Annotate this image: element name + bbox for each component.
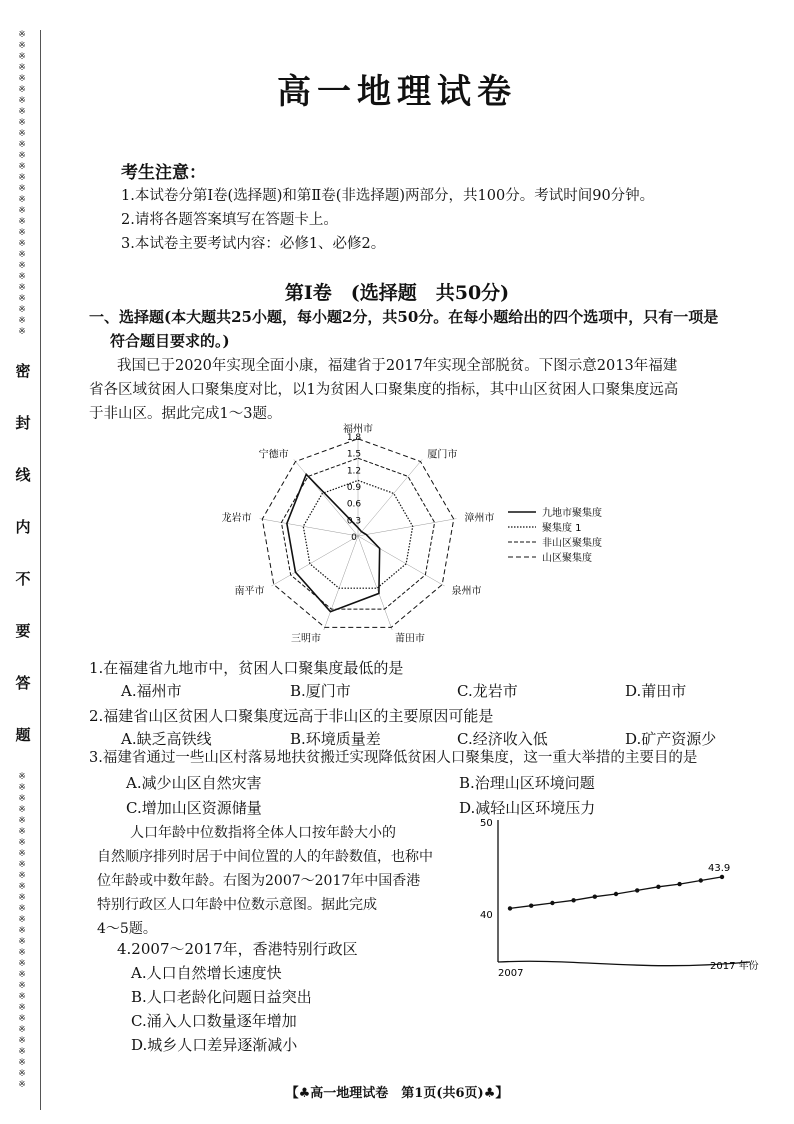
radar-spoke (324, 536, 358, 630)
option-c: C.增加山区资源储量 (126, 799, 262, 817)
y-tick-label: 40 (480, 910, 493, 921)
notice-item: 1.本试卷分第Ⅰ卷(选择题)和第Ⅱ卷(非选择题)两部分，共100分。考试时间90分钟。 (121, 188, 655, 204)
margin-char: 封 (15, 414, 31, 432)
intro-paragraph: 自然顺序排列时居于中间位置的人的年龄数值，也称中 (97, 849, 433, 865)
margin-char: 答 (15, 674, 31, 692)
intro-paragraph: 特别行政区人口年龄中位数示意图。据此完成 (97, 897, 377, 913)
radar-tick-label: 1.2 (346, 466, 362, 477)
notice-heading: 考生注意： (121, 163, 206, 183)
line-series (508, 875, 724, 911)
radar-chart (210, 420, 650, 652)
data-label: 43.9 (708, 862, 731, 874)
data-point (635, 888, 639, 892)
option-d: D.莆田市 (625, 682, 687, 700)
page-title: 高一地理试卷 (277, 72, 517, 112)
radar-axis-label: 龙岩市 (221, 513, 252, 525)
data-point (656, 885, 660, 889)
section-heading: 第Ⅰ卷 (选择题 共50分) (284, 282, 510, 304)
question-3: 3.福建省通过一些山区村落易地扶贫搬迁实现降低贫困人口聚集度，这一重大举措的主要目的是 (89, 750, 698, 766)
radar-spoke (271, 536, 358, 586)
margin-rule (40, 30, 41, 1110)
data-point (699, 878, 703, 882)
x-tick-label: 2017 年份 (710, 961, 759, 972)
radar-spoke (358, 519, 456, 536)
x-tick-label: 2007 (498, 968, 524, 979)
radar-tick-label: 0.9 (346, 483, 362, 493)
option-b: B.厦门市 (290, 682, 351, 700)
intro-paragraph: 我国已于2020年实现全面小康，福建省于2017年实现全部脱贫。下图示意2013年福建 (117, 358, 678, 374)
radar-tick-label: 0 (351, 533, 357, 543)
radar-tick-label: 1.5 (346, 449, 362, 460)
radar-tick-label: 1.8 (346, 433, 362, 443)
option-b: B.人口老龄化问题日益突出 (131, 988, 312, 1006)
option-d: D.城乡人口差异逐渐减小 (131, 1036, 298, 1054)
legend-label: 九地市聚集度 (542, 508, 602, 519)
radar-spoke (358, 536, 445, 586)
option-a: A.福州市 (121, 682, 182, 700)
intro-paragraph: 4～5题。 (97, 921, 157, 937)
radar-axis-label: 漳州市 (464, 513, 495, 525)
data-point (571, 898, 575, 902)
data-point (677, 882, 681, 886)
radar-axis-label: 南平市 (234, 586, 265, 597)
radar-spoke (260, 519, 358, 536)
radar-axis-label: 泉州市 (451, 586, 482, 597)
margin-char: 密 (15, 362, 31, 380)
question-2: 2.福建省山区贫困人口聚集度远高于非山区的主要原因可能是 (89, 707, 494, 725)
radar-legend (508, 506, 602, 564)
radar-spoke (358, 536, 392, 630)
margin-char: 不 (15, 570, 31, 588)
notice-item: 2.请将各题答案填写在答题卡上。 (121, 212, 338, 228)
option-c: C.经济收入低 (457, 730, 548, 748)
section-instruction: 符合题目要求的。) (110, 332, 230, 350)
option-a: A.人口自然增长速度快 (131, 964, 282, 982)
section-instruction: 一、选择题(本大题共25小题，每小题2分，共50分。在每小题给出的四个选项中，只有一项是 (89, 308, 719, 326)
data-point (720, 875, 724, 879)
radar-tick-labels (347, 433, 362, 543)
radar-axis-label: 宁德市 (258, 449, 289, 461)
radar-axis-label: 三明市 (291, 633, 322, 645)
legend-label: 非山区聚集度 (542, 538, 602, 549)
radar-axis-label: 福州市 (343, 424, 373, 435)
intro-paragraph: 于非山区。据此完成1～3题。 (89, 406, 282, 422)
option-b: B.环境质量差 (290, 730, 381, 748)
radar-axis-label: 莆田市 (394, 633, 425, 645)
legend-label: 聚集度 1 (542, 523, 582, 534)
option-b: B.治理山区环境问题 (459, 774, 595, 792)
data-point (508, 906, 512, 910)
margin-char: 线 (15, 466, 31, 484)
question-4: 4.2007～2017年，香港特别行政区 (117, 940, 358, 958)
intro-paragraph: 省各区域贫困人口聚集度对比，以1为贫困人口聚集度的指标，其中山区贫困人口聚集度远高 (89, 382, 679, 398)
binding-margin (0, 0, 44, 1124)
y-tick-label: 50 (480, 818, 493, 829)
data-point (614, 892, 618, 896)
option-a: A.缺乏高铁线 (121, 730, 212, 748)
notice-item: 3.本试卷主要考试内容：必修1、必修2。 (121, 236, 386, 252)
page-footer: 【♣高一地理试卷 第1页(共6页)♣】 (285, 1086, 509, 1101)
radar-axis-label: 厦门市 (427, 449, 458, 461)
margin-char: 要 (15, 622, 31, 640)
margin-char: 内 (15, 518, 31, 536)
intro-paragraph: 位年龄或中数年龄。右图为2007～2017年中国香港 (97, 873, 421, 889)
line-chart (470, 812, 770, 982)
radar-series-line (287, 474, 380, 611)
option-d: D.矿产资源少 (625, 730, 717, 748)
intro-paragraph: 人口年龄中位数指将全体人口按年龄大小的 (130, 825, 396, 841)
data-point (529, 904, 533, 908)
option-a: A.减少山区自然灾害 (126, 774, 262, 792)
question-1: 1.在福建省九地市中，贫困人口聚集度最低的是 (89, 659, 404, 677)
option-c: C.涌入人口数量逐年增加 (131, 1012, 297, 1030)
margin-char: 题 (15, 726, 31, 744)
legend-label: 山区聚集度 (542, 553, 592, 564)
option-d: D.减轻山区环境压力 (459, 799, 596, 817)
option-c: C.龙岩市 (457, 682, 518, 700)
data-point (593, 895, 597, 899)
margin-stars-top: ※ ※ ※ ※ ※ ※ ※ ※ ※ ※ ※ ※ ※ ※ ※ ※ ※ ※ ※ ※ ※ ※ ※ ※ ※ ※ ※ ※ (18, 30, 26, 337)
radar-spoke (358, 459, 422, 536)
data-point (550, 901, 554, 905)
radar-tick-label: 0.3 (346, 516, 362, 527)
margin-stars-bottom: ※ ※ ※ ※ ※ ※ ※ ※ ※ ※ ※ ※ ※ ※ ※ ※ ※ ※ ※ ※ ※ ※ ※ ※ ※ ※ ※ ※ ※ (18, 772, 26, 1090)
radar-tick-label: 0.6 (346, 499, 362, 510)
